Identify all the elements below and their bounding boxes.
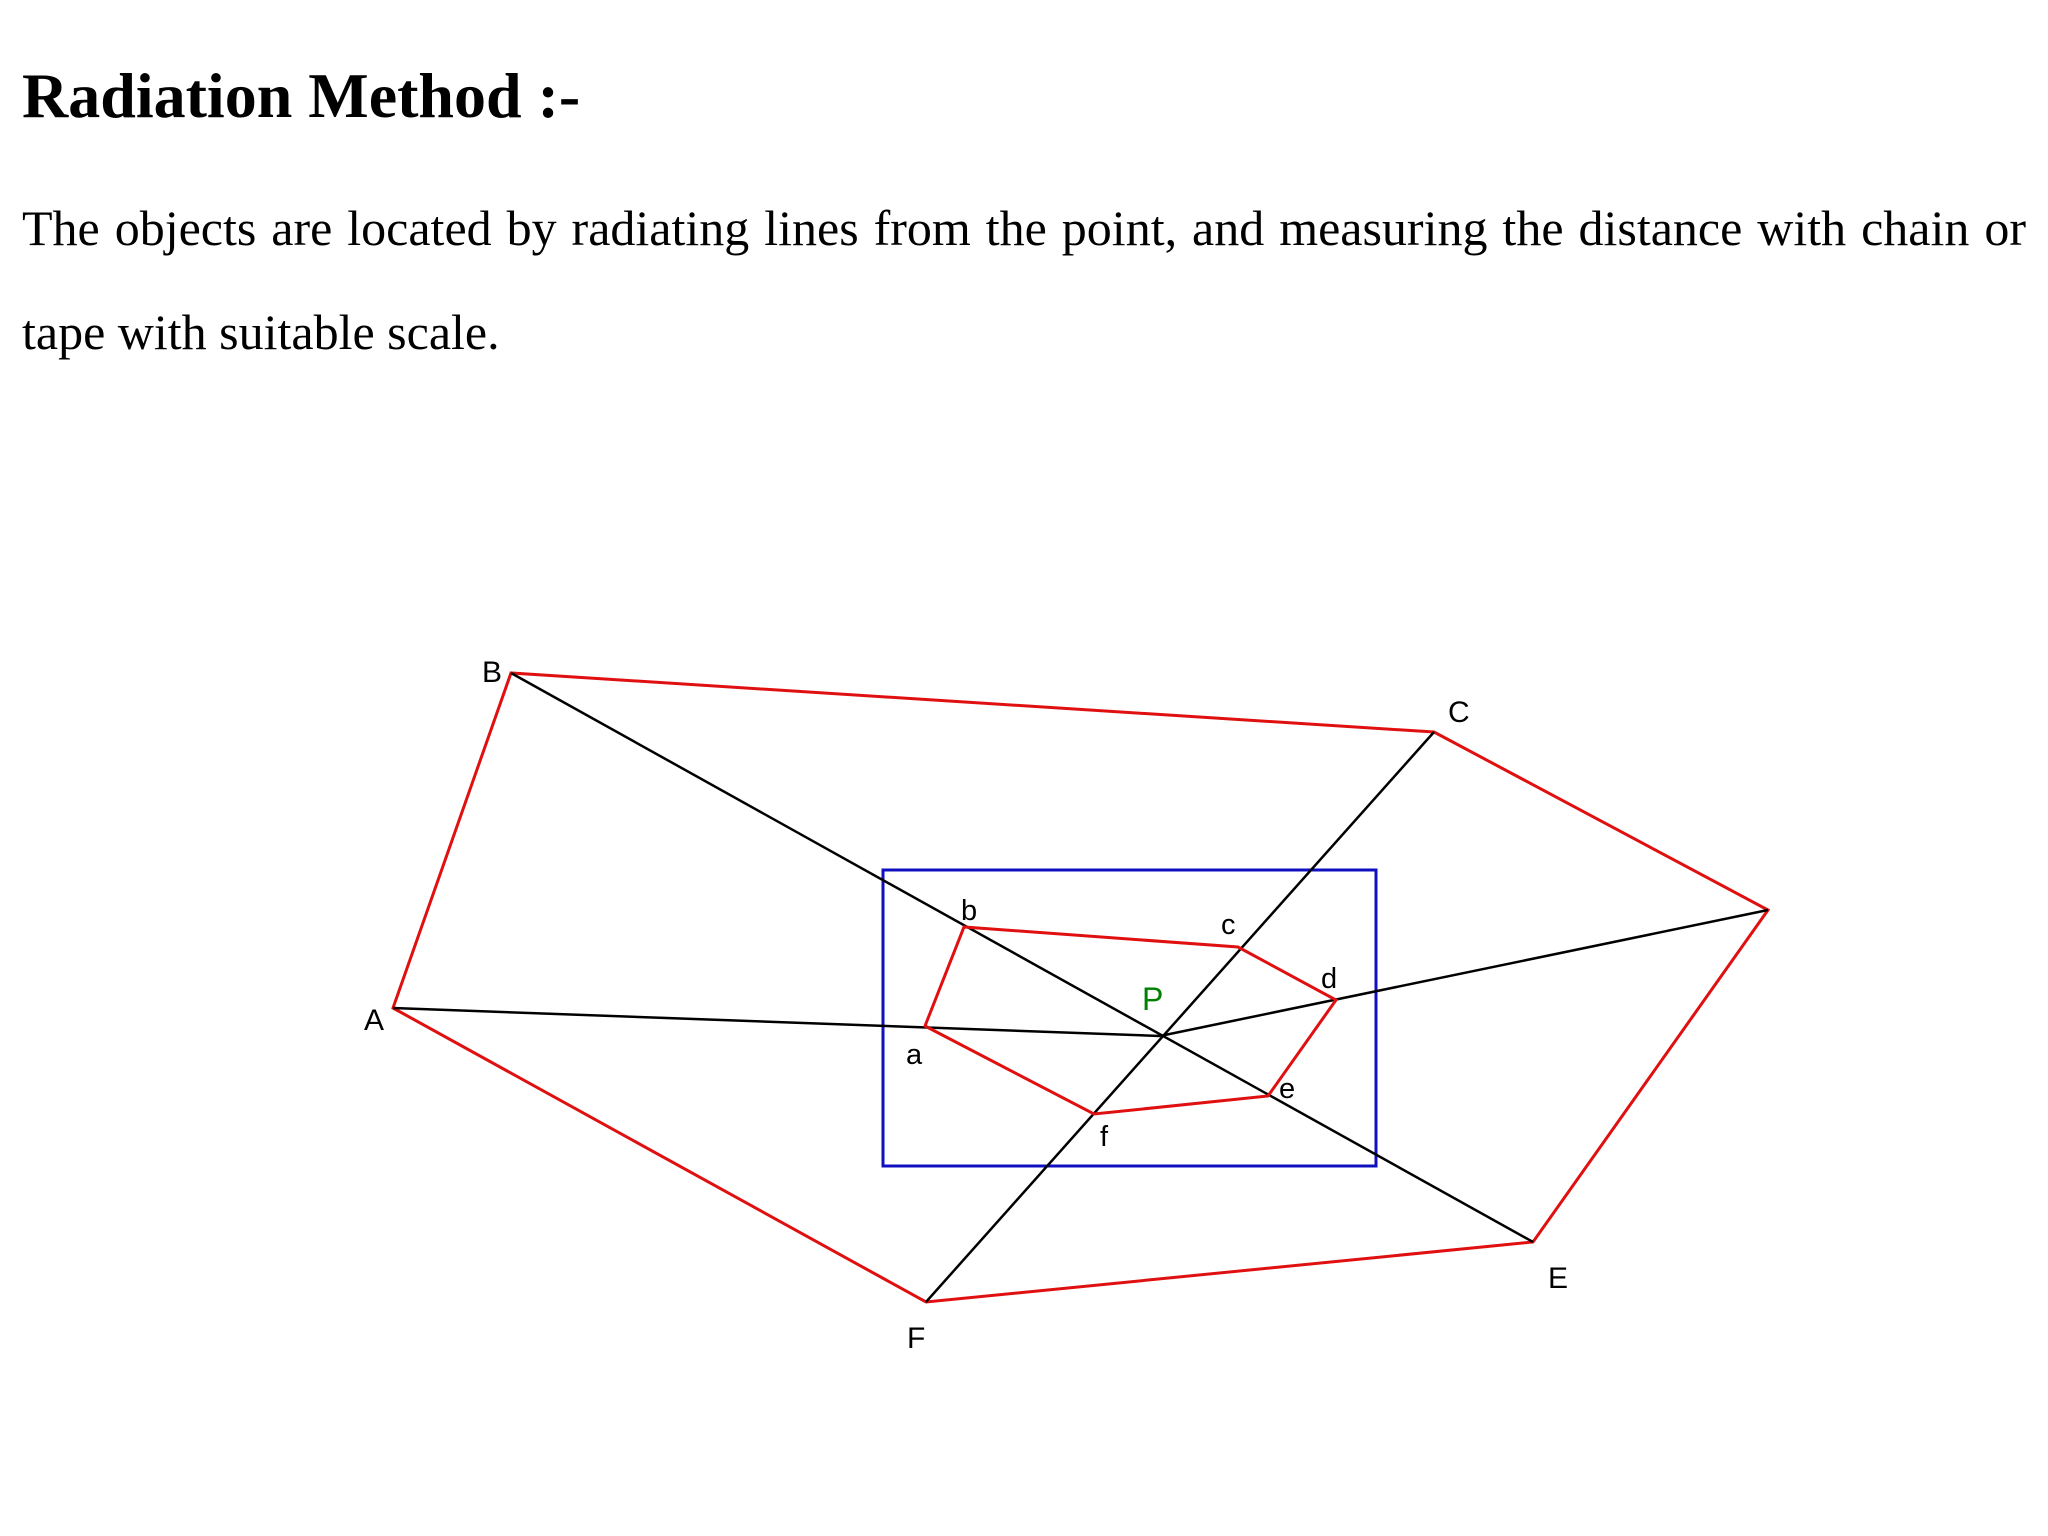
- vertex-label-d: d: [1321, 963, 1338, 995]
- radial-line-a: [393, 1008, 1160, 1036]
- vertex-label-C: C: [1448, 696, 1470, 729]
- radial-lines: [393, 673, 1768, 1302]
- vertex-label-A: A: [364, 1004, 385, 1037]
- vertex-label-B: B: [482, 656, 503, 689]
- vertex-label-b: b: [961, 895, 978, 927]
- page-title: Radiation Method :-: [22, 60, 581, 131]
- vertex-label-c: c: [1221, 909, 1236, 941]
- description-text: The objects are located by radiating lines from the point, and measuring the distance with chain or tape with suitable scale.: [22, 200, 2026, 360]
- radial-line-c-f: [926, 732, 1434, 1302]
- vertex-label-F: F: [907, 1322, 926, 1355]
- station-label-p: P: [1142, 981, 1164, 1017]
- inner-boundary: [925, 927, 1336, 1114]
- outer-boundary: [393, 673, 1768, 1302]
- vertex-label-e: e: [1279, 1073, 1296, 1105]
- radial-line-d: [1160, 910, 1768, 1036]
- vertex-label-f: f: [1100, 1121, 1109, 1153]
- vertex-label-a: a: [906, 1039, 923, 1071]
- vertex-label-E: E: [1548, 1262, 1569, 1295]
